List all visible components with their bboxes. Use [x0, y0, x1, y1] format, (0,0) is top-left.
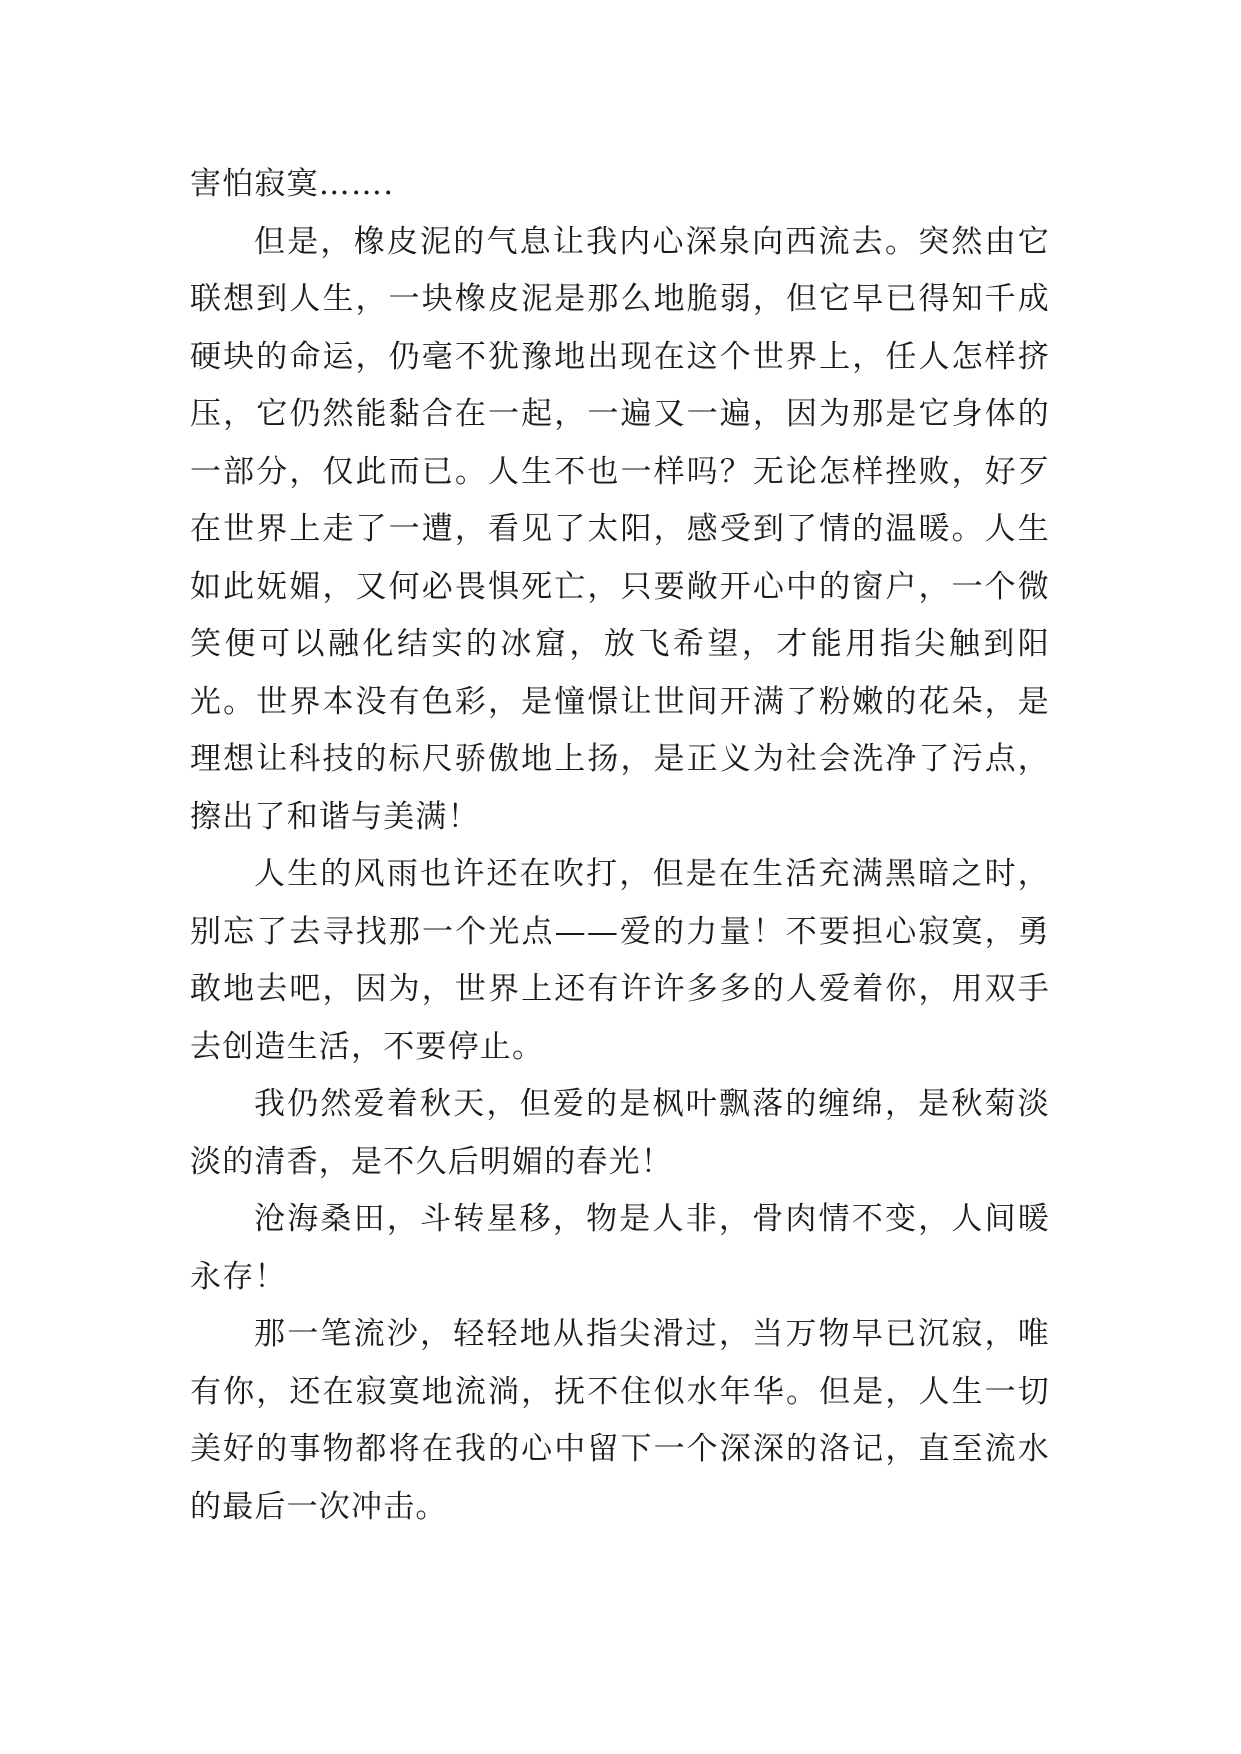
paragraph-storm: 人生的风雨也许还在吹打，但是在生活充满黑暗之时，别忘了去寻找那一个光点——爱的力量！不要担心寂寞，勇敢地去吧，因为，世界上还有许许多多的人爱着你，用双手去创造生活，不要停止。: [190, 856, 1050, 1065]
paragraph-sand: 那一笔流沙，轻轻地从指尖滑过，当万物早已沉寂，唯有你，还在寂寞地流淌，抚不住似水年华。但是，人生一切美好的事物都将在我的心中留下一个深深的洛记，直至流水的最后一次冲击。: [190, 1316, 1050, 1525]
paragraph-autumn: 我仍然爱着秋天，但爱的是枫叶飘落的缠绵，是秋菊淡淡的清香，是不久后明媚的春光！: [190, 1086, 1050, 1180]
paragraph-plasticine: 但是，橡皮泥的气息让我内心深泉向西流去。突然由它联想到人生，一块橡皮泥是那么地脆弱，但它早已得知千成硬块的命运，仍毫不犹豫地出现在这个世界上，任人怎样挤压，它仍然能黏合在一起，一遍又一遍，因为那是它身体的一部分，仅此而已。人生不也一样吗？无论怎样挫败，好歹在世界上走了一遭，看见了太阳，感受到了情的温暖。人生如此妩媚，又何必畏惧死亡，只要敞开心中的窗户，一个微笑便可以融化结实的冰窟，放飞希望，才能用指尖触到阳光。世界本没有色彩，是憧憬让世间开满了粉嫩的花朵，是理想让科技的标尺骄傲地上扬，是正义为社会洗净了污点，擦出了和谐与美满！: [190, 223, 1050, 835]
document-body: [190, 156, 1050, 1536]
paragraph-continuation: 害怕寂寞…….: [190, 166, 395, 202]
paragraph-seas: 沧海桑田，斗转星移，物是人非，骨肉情不变，人间暖永存！: [190, 1201, 1050, 1295]
